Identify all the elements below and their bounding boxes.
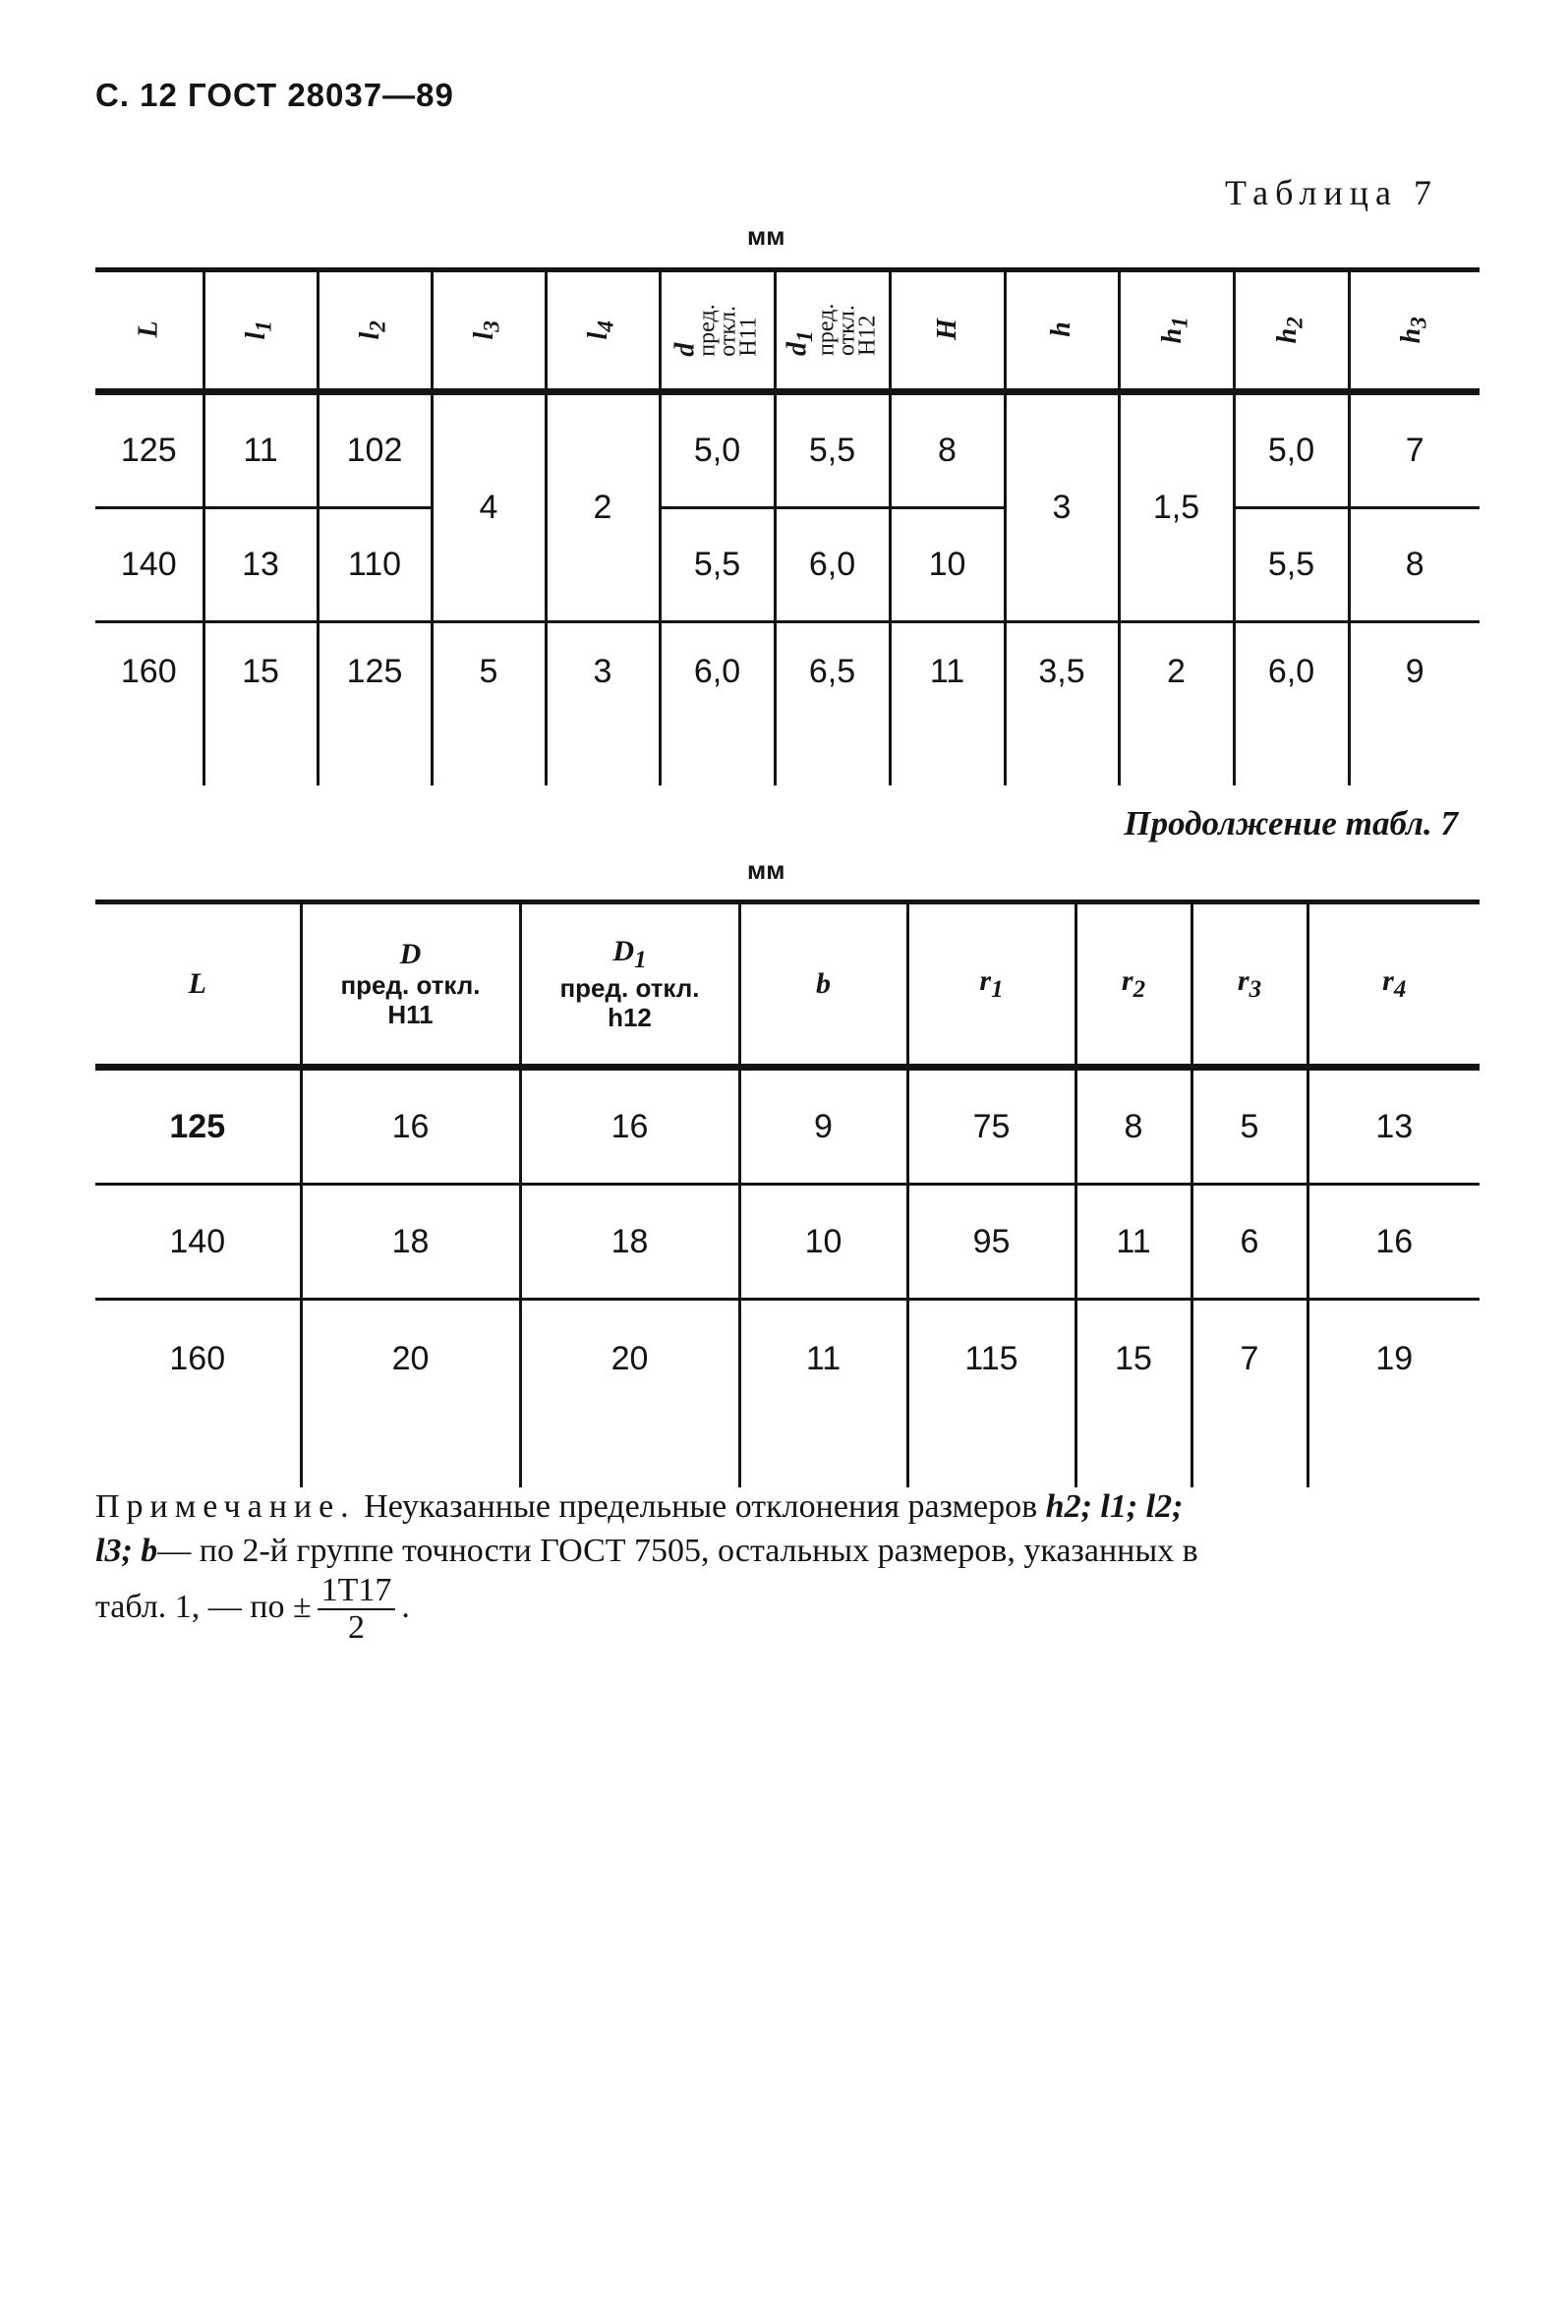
cell-r2: 11 — [1075, 1185, 1191, 1300]
note-text-2: — по 2-й группе точности ГОСТ 7505, остальных размеров, указанных в — [157, 1533, 1198, 1569]
table-7-cont-unit: мм — [747, 855, 785, 885]
table-7-header-row — [95, 270, 1480, 392]
cell-h3: 9 — [1349, 622, 1480, 786]
cell-h3: 7 — [1349, 392, 1480, 508]
note-vars-1: h2; l1; l2; — [1045, 1488, 1184, 1525]
cell-h2: 6,0 — [1234, 622, 1349, 786]
cell-r3: 7 — [1191, 1300, 1307, 1488]
col-d: d пред. откл. H11 — [660, 270, 775, 392]
cell-d1: 6,5 — [775, 622, 890, 786]
cell-r3: 6 — [1191, 1185, 1307, 1300]
cell-l3-merged: 4 — [432, 392, 546, 622]
cell-d: 5,5 — [660, 508, 775, 622]
cell-L: 160 — [169, 1340, 226, 1377]
table-7-caption: Таблица 7 — [1225, 173, 1438, 212]
note-paragraph — [95, 1484, 1481, 1646]
cell-r1: 115 — [907, 1300, 1075, 1488]
cell-L: 160 — [120, 653, 177, 690]
cell-r3: 5 — [1191, 1068, 1307, 1185]
col-h1: $h_1$ — [1119, 270, 1234, 392]
col-l1: $l_1$ — [203, 270, 318, 392]
cell-D1: 20 — [520, 1300, 739, 1488]
fraction-numerator: 1T17 — [318, 1573, 396, 1610]
col-d1: $d_1$ пред. откл. H12 — [775, 270, 890, 392]
note-text-1: Неуказанные предельные отклонения размеров — [364, 1488, 1038, 1525]
cell-d: 5,0 — [660, 392, 775, 508]
cell-L: 140 — [169, 1222, 226, 1260]
note-vars-2: l3; b — [95, 1533, 158, 1569]
table-7-unit: мм — [747, 221, 785, 251]
cell-l1: 11 — [203, 392, 318, 508]
cell-D: 20 — [301, 1300, 520, 1488]
col-L: L — [188, 967, 206, 1000]
fraction — [318, 1573, 396, 1646]
cell-r1: 95 — [907, 1185, 1075, 1300]
cell-d1: 5,5 — [775, 392, 890, 508]
cell-L: 140 — [120, 546, 177, 583]
cell-h3: 8 — [1349, 508, 1480, 622]
table-row — [95, 1185, 1480, 1300]
page-header: С. 12 ГОСТ 28037—89 — [95, 77, 454, 113]
col-l4: $l_4$ — [546, 270, 660, 392]
cell-l2: 110 — [318, 508, 432, 622]
cell-D: 16 — [301, 1068, 520, 1185]
col-D: D пред. откл. H11 — [301, 902, 520, 1068]
table-row — [95, 392, 1480, 508]
col-l3: $l_3$ — [432, 270, 546, 392]
cell-D1: 16 — [520, 1068, 739, 1185]
cell-L: 125 — [169, 1107, 226, 1145]
col-h3: $h_3$ — [1349, 270, 1480, 392]
cell-b: 10 — [739, 1185, 907, 1300]
col-H: H — [890, 270, 1005, 392]
cell-b: 9 — [739, 1068, 907, 1185]
cell-l3: 5 — [432, 622, 546, 786]
table-7-cont-header-row — [95, 902, 1480, 1068]
col-r2: $r_2$ — [1075, 902, 1191, 1068]
cell-h2: 5,5 — [1234, 508, 1349, 622]
cell-r4: 16 — [1307, 1185, 1480, 1300]
cell-H: 11 — [890, 622, 1005, 786]
cell-r2: 8 — [1075, 1068, 1191, 1185]
cell-h-merged: 3 — [1005, 392, 1119, 622]
cell-r4: 19 — [1307, 1300, 1480, 1488]
col-r1: $r_1$ — [907, 902, 1075, 1068]
col-r3: $r_3$ — [1191, 902, 1307, 1068]
note-end: . — [401, 1588, 410, 1625]
cell-l1: 15 — [203, 622, 318, 786]
table-row — [95, 622, 1480, 786]
note-text-3: табл. 1, — по ± — [95, 1588, 312, 1625]
cell-b: 11 — [739, 1300, 907, 1488]
cell-h: 3,5 — [1005, 622, 1119, 786]
table-row — [95, 1068, 1480, 1185]
cell-L: 125 — [120, 432, 177, 469]
table-row — [95, 1300, 1480, 1488]
cell-h2: 5,0 — [1234, 392, 1349, 508]
col-h2: $h_2$ — [1234, 270, 1349, 392]
cell-D: 18 — [301, 1185, 520, 1300]
fraction-denominator: 2 — [348, 1609, 366, 1646]
cell-l2: 125 — [318, 622, 432, 786]
col-D1: $D_1$ пред. откл. h12 — [520, 902, 739, 1068]
note-label: Примечание. — [95, 1488, 356, 1525]
table-7-continuation-caption: Продолжение табл. 7 — [1124, 804, 1458, 842]
col-l2: $l_2$ — [318, 270, 432, 392]
table-7-continuation — [95, 900, 1480, 1487]
col-L: L — [133, 320, 164, 338]
table-row — [95, 508, 1480, 622]
cell-H: 10 — [890, 508, 1005, 622]
cell-r4: 13 — [1307, 1068, 1480, 1185]
cell-D1: 18 — [520, 1185, 739, 1300]
cell-l1: 13 — [203, 508, 318, 622]
cell-h1: 2 — [1119, 622, 1234, 786]
cell-r2: 15 — [1075, 1300, 1191, 1488]
table-7 — [95, 267, 1480, 785]
cell-l4: 3 — [546, 622, 660, 786]
cell-h1-merged: 1,5 — [1119, 392, 1234, 622]
cell-d1: 6,0 — [775, 508, 890, 622]
cell-l4-merged: 2 — [546, 392, 660, 622]
col-b: b — [739, 902, 907, 1068]
col-h: h — [1005, 270, 1119, 392]
cell-r1: 75 — [907, 1068, 1075, 1185]
cell-d: 6,0 — [660, 622, 775, 786]
cell-l2: 102 — [318, 392, 432, 508]
col-r4: $r_4$ — [1307, 902, 1480, 1068]
cell-H: 8 — [890, 392, 1005, 508]
